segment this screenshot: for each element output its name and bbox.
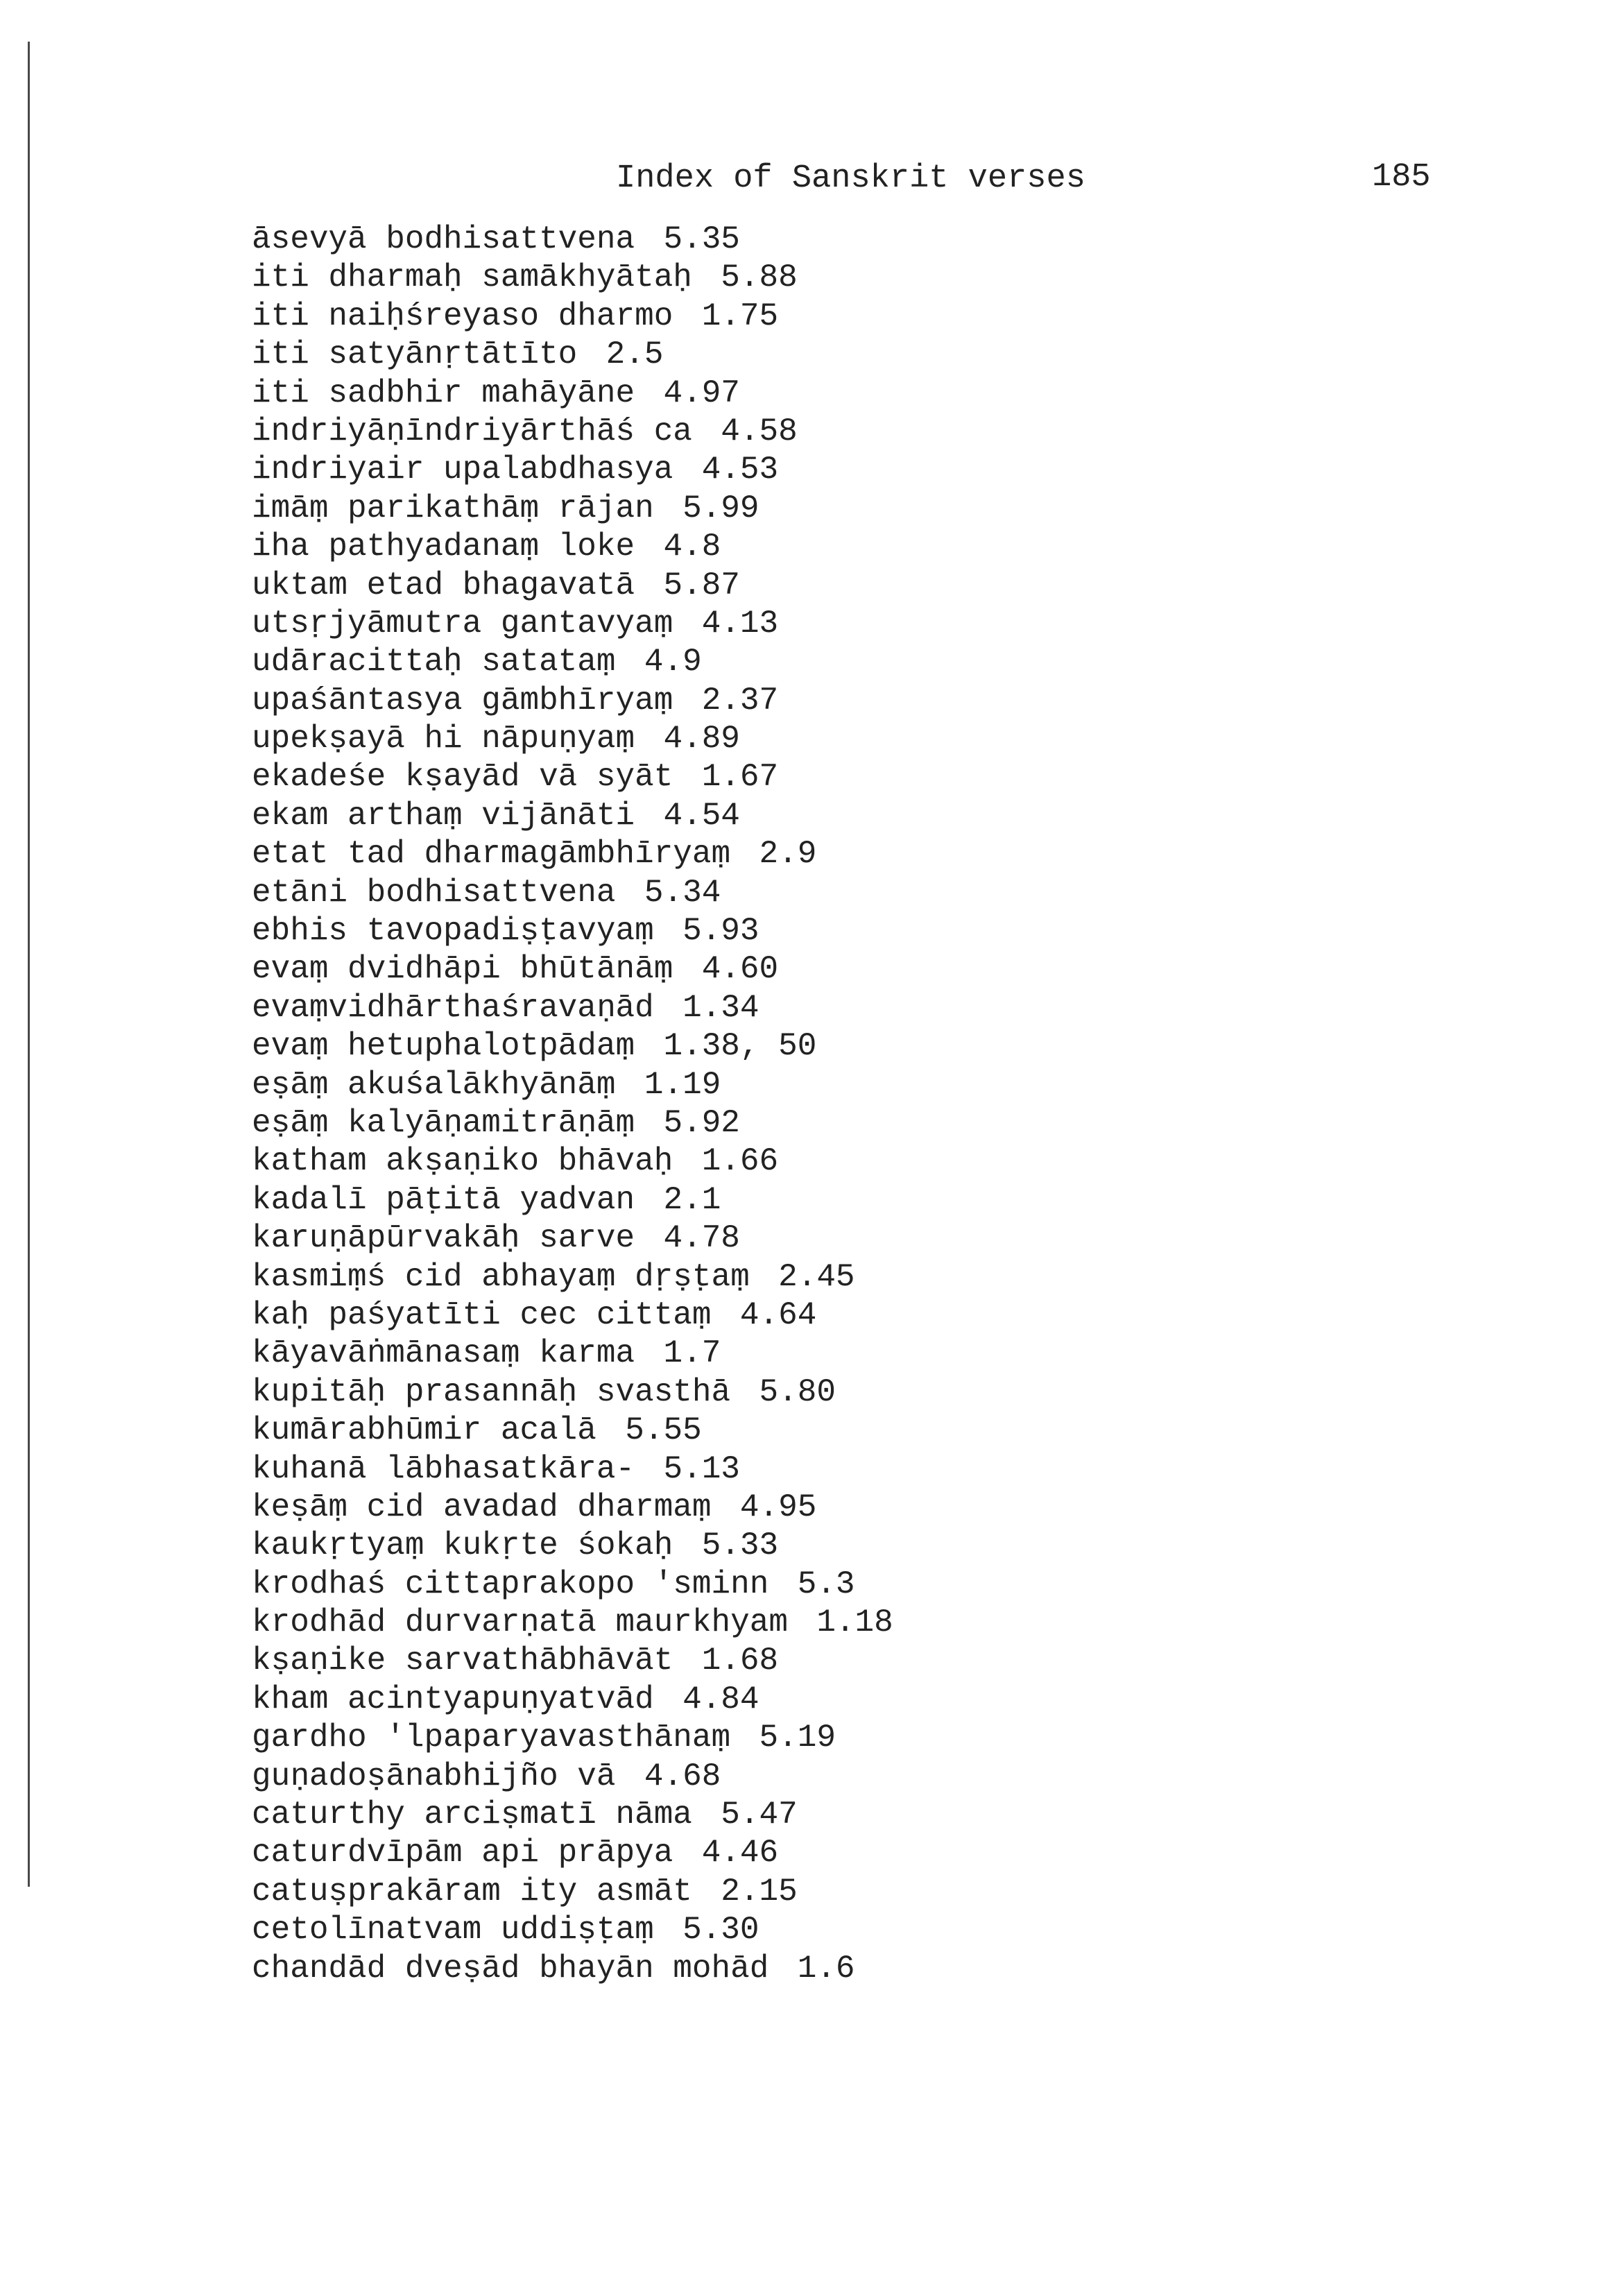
verse-text: iti sadbhir mahāyāne — [252, 375, 635, 411]
index-entry — [252, 989, 893, 1027]
index-entry — [252, 336, 893, 374]
verse-reference: 5.47 — [721, 1797, 798, 1833]
verse-reference: 4.84 — [682, 1681, 759, 1717]
index-entry — [252, 1604, 893, 1642]
verse-text: eṣāṃ kalyāṇamitrāṇāṃ — [252, 1104, 635, 1141]
verse-reference: 2.15 — [721, 1873, 798, 1910]
verse-text: kāyavāṅmānasaṃ karma — [252, 1335, 635, 1372]
index-entry — [252, 1950, 893, 1988]
verse-text: keṣāṃ cid avadad dharmaṃ — [252, 1489, 712, 1525]
left-margin-rule — [28, 42, 30, 1887]
index-entry — [252, 1758, 893, 1796]
index-entry — [252, 835, 893, 873]
verse-reference: 4.68 — [644, 1758, 721, 1794]
index-entry — [252, 1142, 893, 1181]
index-entry — [252, 720, 893, 758]
index-entry — [252, 413, 893, 451]
verse-text: etāni bodhisattvena — [252, 874, 616, 911]
index-entry — [252, 375, 893, 413]
index-entry — [252, 605, 893, 643]
verse-text: indriyair upalabdhasya — [252, 452, 673, 488]
verse-text: karuṇāpūrvakāḥ sarve — [252, 1220, 635, 1257]
index-entry — [252, 682, 893, 720]
index-entry — [252, 1489, 893, 1527]
verse-text: evaṃ dvidhāpi bhūtānāṃ — [252, 951, 673, 988]
index-entry — [252, 1681, 893, 1719]
verse-text: kaukṛtyaṃ kukṛte śokaḥ — [252, 1527, 673, 1564]
verse-reference: 1.19 — [644, 1066, 721, 1103]
verse-reference: 4.64 — [739, 1296, 817, 1333]
verse-text: kasmiṃś cid abhayaṃ dṛṣṭaṃ — [252, 1258, 750, 1295]
verse-reference: 1.34 — [682, 989, 759, 1026]
verse-reference: 1.75 — [701, 298, 779, 334]
index-entry — [252, 1258, 893, 1296]
verse-reference: 2.9 — [759, 836, 817, 873]
index-entry — [252, 1181, 893, 1219]
index-entry — [252, 567, 893, 605]
verse-text: upekṣayā hi nāpuṇyaṃ — [252, 721, 635, 757]
verse-reference: 5.34 — [644, 874, 721, 911]
verse-reference: 4.54 — [663, 797, 740, 834]
index-entry — [252, 1527, 893, 1565]
verse-reference: 4.13 — [701, 605, 779, 642]
verse-text: ekam arthaṃ vijānāti — [252, 797, 635, 834]
index-entry — [252, 950, 893, 988]
verse-reference: 5.88 — [721, 259, 798, 296]
verse-reference: 5.35 — [663, 221, 740, 257]
verse-reference: 4.9 — [644, 644, 702, 680]
index-entry — [252, 1412, 893, 1450]
verse-reference: 4.53 — [701, 452, 779, 488]
index-entry — [252, 1796, 893, 1834]
verse-reference: 1.7 — [663, 1335, 721, 1372]
verse-text: kuhanā lābhasatkāra- — [252, 1450, 635, 1487]
verse-reference: 4.60 — [701, 951, 779, 988]
verse-text: katham akṣaṇiko bhāvaḥ — [252, 1143, 673, 1180]
verse-reference: 2.1 — [663, 1181, 721, 1218]
index-entry — [252, 528, 893, 566]
verse-reference: 5.3 — [797, 1566, 855, 1602]
verse-reference: 5.87 — [663, 567, 740, 603]
index-entry — [252, 1296, 893, 1335]
verse-text: udāracittaḥ satataṃ — [252, 644, 616, 680]
verse-reference: 1.66 — [701, 1143, 779, 1180]
verse-reference: 4.78 — [663, 1220, 740, 1257]
index-entry — [252, 1566, 893, 1604]
verse-reference: 4.46 — [701, 1835, 779, 1871]
verse-reference: 4.95 — [739, 1489, 817, 1525]
verse-text: guṇadoṣānabhijño vā — [252, 1758, 616, 1794]
verse-reference: 2.5 — [606, 336, 664, 373]
verse-text: caturdvīpām api prāpya — [252, 1835, 673, 1871]
verse-text: evaṃ hetuphalotpādaṃ — [252, 1028, 635, 1065]
index-entry — [252, 1104, 893, 1142]
verse-text: kaḥ paśyatīti cec cittaṃ — [252, 1296, 712, 1333]
verse-text: chandād dveṣād bhayān mohād — [252, 1950, 769, 1987]
verse-reference: 1.67 — [701, 759, 779, 796]
index-entry — [252, 490, 893, 528]
verse-text: catuṣprakāram ity asmāt — [252, 1873, 692, 1910]
index-entry — [252, 221, 893, 259]
index-entry — [252, 1373, 893, 1412]
verse-text: evaṃvidhārthaśravaṇād — [252, 989, 654, 1026]
verse-reference: 1.68 — [701, 1643, 779, 1679]
index-entry — [252, 1911, 893, 1949]
verse-text: indriyāṇīndriyārthāś ca — [252, 413, 692, 449]
verse-reference: 4.97 — [663, 375, 740, 411]
index-entry — [252, 1066, 893, 1104]
index-entry — [252, 298, 893, 336]
index-entry — [252, 912, 893, 950]
verse-text: kadalī pāṭitā yadvan — [252, 1181, 635, 1218]
index-entry — [252, 1027, 893, 1065]
verse-text: kumārabhūmir acalā — [252, 1412, 596, 1449]
verse-text: imāṃ parikathāṃ rājan — [252, 490, 654, 526]
verse-reference: 5.99 — [682, 490, 759, 526]
verse-text: iha pathyadanaṃ loke — [252, 529, 635, 565]
verse-reference: 1.6 — [797, 1950, 855, 1987]
verse-reference: 5.92 — [663, 1104, 740, 1141]
verse-reference: 5.13 — [663, 1450, 740, 1487]
verse-text: ekadeśe kṣayād vā syāt — [252, 759, 673, 796]
verse-text: gardho 'lpaparyavasthānaṃ — [252, 1720, 731, 1756]
verse-reference: 4.89 — [663, 721, 740, 757]
verse-reference: 5.93 — [682, 913, 759, 950]
verse-reference: 2.37 — [701, 682, 779, 719]
index-entry — [252, 797, 893, 835]
verse-reference: 4.58 — [721, 413, 798, 449]
index-entry — [252, 1219, 893, 1258]
verse-text: etat tad dharmagāmbhīryaṃ — [252, 836, 731, 873]
verse-text: iti satyānṛtātīto — [252, 336, 578, 373]
verse-text: kupitāḥ prasannāḥ svasthā — [252, 1373, 731, 1410]
verse-text: ebhis tavopadiṣṭavyaṃ — [252, 913, 654, 950]
index-entry — [252, 758, 893, 796]
verse-text: kham acintyapuṇyatvād — [252, 1681, 654, 1717]
verse-text: cetolīnatvam uddiṣṭaṃ — [252, 1912, 654, 1948]
verse-reference: 4.8 — [663, 529, 721, 565]
verse-reference: 2.45 — [778, 1258, 855, 1295]
index-entry — [252, 451, 893, 489]
verse-reference: 5.19 — [759, 1720, 836, 1756]
verse-text: āsevyā bodhisattvena — [252, 221, 635, 257]
index-entry — [252, 259, 893, 297]
page-header-title: Index of Sanskrit verses — [616, 160, 1085, 197]
verse-reference: 5.30 — [682, 1912, 759, 1948]
page-number: 185 — [1372, 159, 1431, 196]
verse-text: kṣaṇike sarvathābhāvāt — [252, 1643, 673, 1679]
verse-reference: 5.80 — [759, 1373, 836, 1410]
index-entry — [252, 1642, 893, 1680]
index-entry — [252, 1335, 893, 1373]
verse-text: eṣāṃ akuśalākhyānāṃ — [252, 1066, 616, 1103]
verse-text: krodhaś cittaprakopo 'sminn — [252, 1566, 769, 1602]
verse-reference: 1.38, 50 — [663, 1028, 817, 1065]
verse-reference: 5.33 — [701, 1527, 779, 1564]
verse-index-list — [252, 221, 893, 1988]
verse-text: iti naiḥśreyaso dharmo — [252, 298, 673, 334]
verse-text: caturthy arciṣmatī nāma — [252, 1797, 692, 1833]
verse-reference: 5.55 — [625, 1412, 702, 1449]
index-entry — [252, 1450, 893, 1489]
index-entry — [252, 1834, 893, 1872]
verse-text: uktam etad bhagavatā — [252, 567, 635, 603]
verse-reference: 1.18 — [816, 1604, 893, 1641]
verse-text: utsṛjyāmutra gantavyaṃ — [252, 605, 673, 642]
index-entry — [252, 874, 893, 912]
verse-text: iti dharmaḥ samākhyātaḥ — [252, 259, 692, 296]
index-entry — [252, 1719, 893, 1757]
index-entry — [252, 1873, 893, 1911]
verse-text: upaśāntasya gāmbhīryaṃ — [252, 682, 673, 719]
index-entry — [252, 643, 893, 681]
verse-text: krodhād durvarṇatā maurkhyam — [252, 1604, 788, 1641]
